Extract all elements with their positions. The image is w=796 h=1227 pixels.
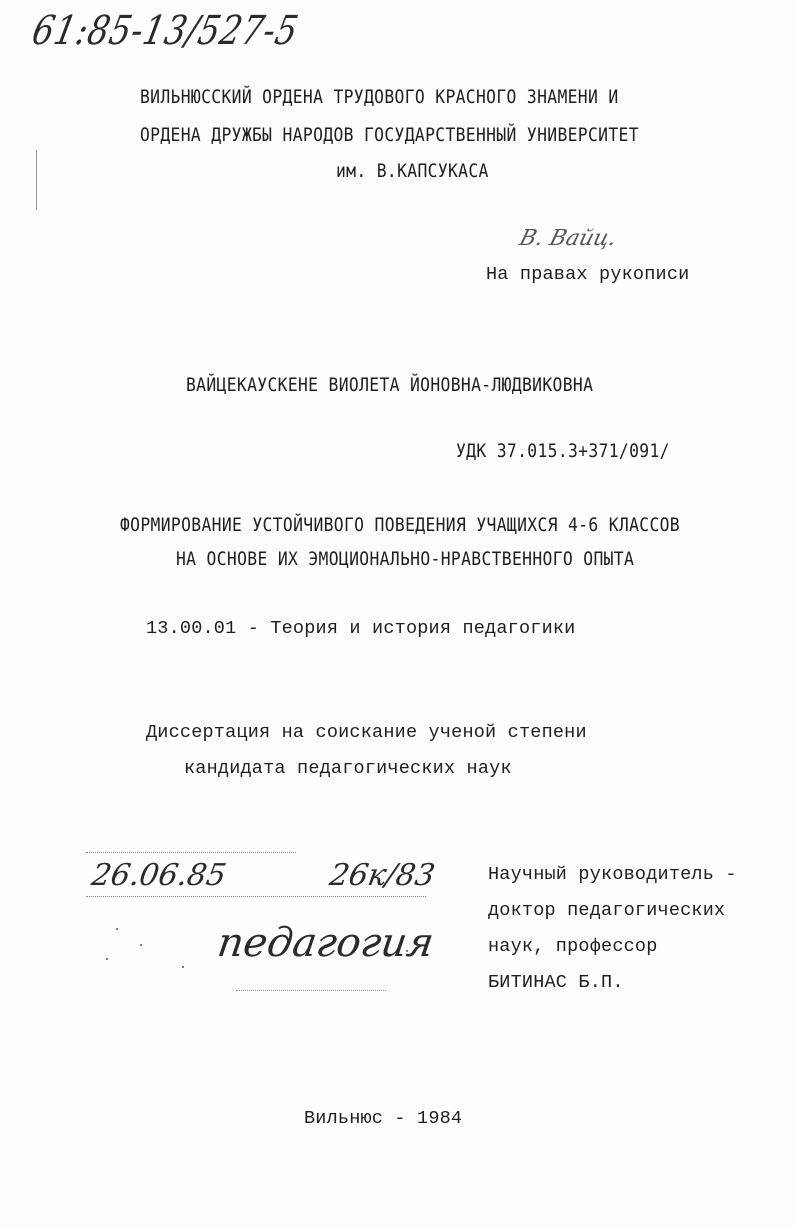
stamp-code: 26к/83 — [326, 858, 438, 893]
specialty-code: 13.00.01 - Теория и история педагогики — [146, 618, 576, 639]
institution-line-2: ОРДЕНА ДРУЖБЫ НАРОДОВ ГОСУДАРСТВЕННЫЙ УНИВЕРСИТЕТ — [140, 124, 639, 146]
city-and-year: Вильнюс - 1984 — [304, 1108, 463, 1129]
ink-speck — [106, 958, 108, 960]
institution-line-1: ВИЛЬНЮССКИЙ ОРДЕНА ТРУДОВОГО КРАСНОГО ЗНАМЕНИ И — [140, 86, 619, 108]
supervisor-line-3: наук, профессор — [488, 936, 658, 957]
stamp-dotted-line — [86, 852, 296, 853]
dissertation-title-line-1: ФОРМИРОВАНИЕ УСТОЙЧИВОГО ПОВЕДЕНИЯ УЧАЩИХСЯ 4-6 КЛАССОВ — [120, 514, 680, 536]
udk-code: УДК 37.015.3+371/091/ — [456, 440, 670, 462]
dissertation-title-line-2: НА ОСНОВЕ ИХ ЭМОЦИОНАЛЬНО-НРАВСТВЕННОГО ОПЫТА — [176, 548, 635, 570]
ink-speck — [140, 944, 142, 946]
supervisor-name: БИТИНАС Б.П. — [488, 972, 624, 993]
stamp-date: 26.06.85 — [88, 858, 229, 893]
library-call-number: 61:85-13/527-5 — [28, 8, 303, 54]
stamp-dotted-line — [86, 896, 426, 897]
degree-line-2: кандидата педагогических наук — [184, 758, 512, 779]
supervisor-line-1: Научный руководитель - — [488, 864, 737, 885]
margin-mark — [36, 150, 37, 210]
stamp-subject: педагогия — [214, 920, 437, 966]
degree-line-1: Диссертация на соискание ученой степени — [146, 722, 587, 743]
ink-speck — [116, 928, 118, 930]
manuscript-note: На правах рукописи — [486, 264, 690, 285]
supervisor-line-2: доктор педагогических — [488, 900, 726, 921]
author-name: ВАЙЦЕКАУСКЕНЕ ВИОЛЕТА ЙОНОВНА-ЛЮДВИКОВНА — [186, 374, 594, 396]
institution-line-3: им. В.КАПСУКАСА — [336, 160, 489, 182]
handwritten-signature: В. Вайц. — [516, 226, 620, 251]
stamp-dotted-line — [236, 990, 386, 991]
ink-speck — [182, 966, 184, 968]
